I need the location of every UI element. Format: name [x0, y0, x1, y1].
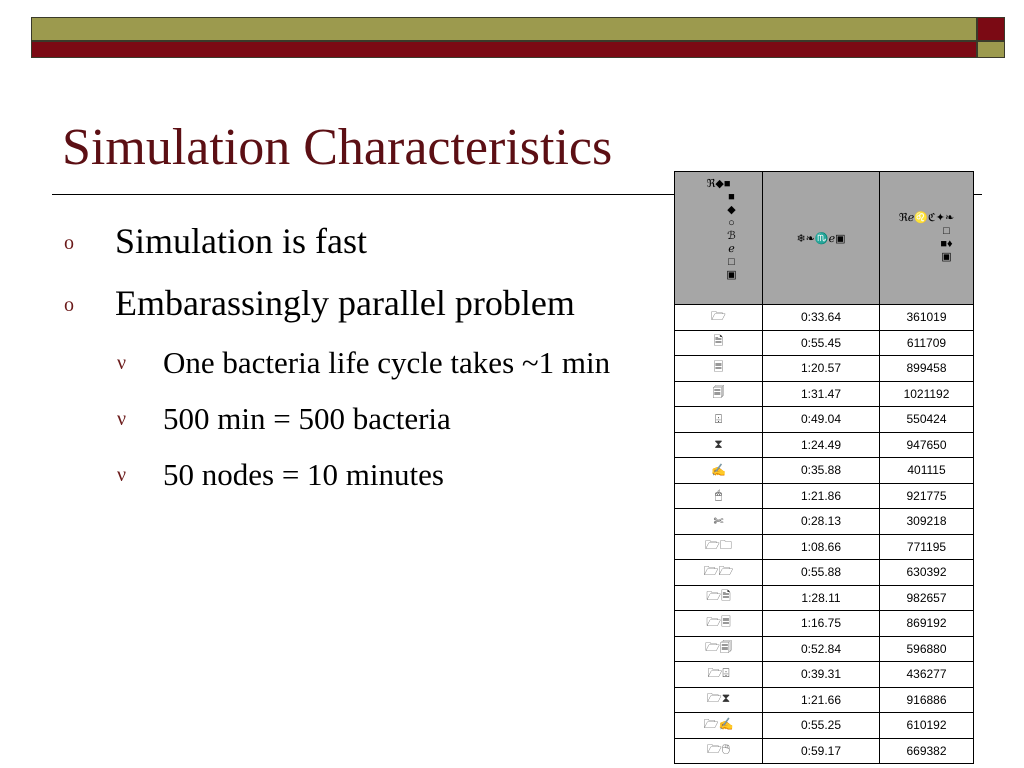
time-cell: 0:52.84 [763, 636, 880, 662]
header-glyph: ■ [728, 191, 735, 203]
header-glyph: ▣ [726, 269, 737, 281]
count-cell: 669382 [880, 738, 974, 764]
bullet-list [60, 215, 660, 507]
header-corner-maroon [977, 17, 1005, 41]
sub-bullet-text: 50 nodes = 10 minutes [163, 457, 444, 492]
count-cell: 436277 [880, 662, 974, 688]
run-icon-cell: ⧗ [675, 432, 763, 458]
header-glyph: □ [728, 256, 735, 268]
sub-bullet-marker: ν [117, 464, 127, 486]
time-cell: 1:31.47 [763, 381, 880, 407]
bullet-item [60, 277, 585, 329]
count-cell: 869192 [880, 611, 974, 637]
count-cell: 630392 [880, 560, 974, 586]
header-bar-maroon [31, 41, 977, 58]
header-glyph: ℯ [728, 243, 735, 255]
time-cell: 1:21.86 [763, 483, 880, 509]
time-cell: 0:33.64 [763, 305, 880, 331]
header-glyph: ▣ [941, 251, 952, 263]
count-cell: 899458 [880, 356, 974, 382]
header-glyph: ■♦ [940, 238, 953, 250]
table-row [675, 509, 974, 535]
bullet-marker: o [64, 294, 74, 316]
time-cell: 1:24.49 [763, 432, 880, 458]
sub-bullet-text: One bacteria life cycle takes ~1 min [163, 345, 611, 380]
run-icon-cell: 🗁 [675, 305, 763, 331]
header-run [675, 172, 763, 305]
count-cell: 921775 [880, 483, 974, 509]
count-cell: 401115 [880, 458, 974, 484]
sub-bullet-marker: ν [117, 408, 127, 430]
bullet-text: Simulation is fast [115, 221, 367, 261]
time-cell: 0:39.31 [763, 662, 880, 688]
header-glyph: ○ [728, 217, 735, 229]
header-glyph: ◆ [727, 204, 736, 216]
header-glyph: ℬ [727, 230, 736, 242]
run-icon-cell: 🗁🖱 [675, 738, 763, 764]
header-result [880, 172, 974, 305]
table-row [675, 432, 974, 458]
table-row [675, 560, 974, 586]
bullet-marker: o [64, 232, 74, 254]
count-cell: 1021192 [880, 381, 974, 407]
sub-bullet-item [60, 451, 660, 499]
count-cell: 309218 [880, 509, 974, 535]
run-icon-cell: ⌹ [675, 407, 763, 433]
table-row [675, 407, 974, 433]
run-icon-cell: 🗐 [675, 381, 763, 407]
sub-bullet-item [60, 395, 660, 443]
time-cell: 0:35.88 [763, 458, 880, 484]
count-cell: 947650 [880, 432, 974, 458]
count-cell: 550424 [880, 407, 974, 433]
run-icon-cell: 🗁🗏 [675, 611, 763, 637]
time-cell: 1:16.75 [763, 611, 880, 637]
time-cell: 1:20.57 [763, 356, 880, 382]
sub-bullet-text: 500 min = 500 bacteria [163, 401, 451, 436]
header-glyph: ℜ◆■ [706, 178, 731, 190]
sub-bullet-item [60, 339, 623, 387]
table-row [675, 713, 974, 739]
table-row [675, 636, 974, 662]
run-icon-cell: 🗁🗀 [675, 534, 763, 560]
run-icon-cell: 🗁⧗ [675, 687, 763, 713]
table-header-row [675, 172, 974, 305]
header-time: ❄❧♏ℯ▣ [763, 172, 880, 305]
sub-bullet-marker: ν [117, 352, 127, 374]
bullet-text: Embarassingly parallel problem [115, 283, 575, 323]
time-cell: 0:49.04 [763, 407, 880, 433]
run-icon-cell: ✄ [675, 509, 763, 535]
table-row [675, 687, 974, 713]
run-icon-cell: ✍ [675, 458, 763, 484]
count-cell: 771195 [880, 534, 974, 560]
slide-title: Simulation Characteristics [62, 119, 613, 176]
run-icon-cell: 🗁✍ [675, 713, 763, 739]
run-icon-cell: 🖱 [675, 483, 763, 509]
header-corner-olive [977, 41, 1005, 58]
table-row [675, 611, 974, 637]
run-icon-cell: 🗁⌹ [675, 662, 763, 688]
table-row [675, 330, 974, 356]
table-row [675, 356, 974, 382]
count-cell: 610192 [880, 713, 974, 739]
time-cell: 0:28.13 [763, 509, 880, 535]
count-cell: 982657 [880, 585, 974, 611]
run-icon-cell: 🗁🗎 [675, 585, 763, 611]
time-cell: 0:59.17 [763, 738, 880, 764]
table-row [675, 483, 974, 509]
run-icon-cell: 🗎 [675, 330, 763, 356]
count-cell: 916886 [880, 687, 974, 713]
header-glyph: □ [943, 225, 950, 237]
time-cell: 1:08.66 [763, 534, 880, 560]
table-row [675, 662, 974, 688]
count-cell: 361019 [880, 305, 974, 331]
table-row [675, 305, 974, 331]
count-cell: 611709 [880, 330, 974, 356]
time-cell: 0:55.45 [763, 330, 880, 356]
table-row [675, 585, 974, 611]
bullet-item [60, 215, 660, 267]
table-row [675, 534, 974, 560]
count-cell: 596880 [880, 636, 974, 662]
table-row [675, 738, 974, 764]
header-bar-olive [31, 17, 977, 41]
results-table [674, 171, 974, 764]
time-cell: 1:28.11 [763, 585, 880, 611]
run-icon-cell: 🗏 [675, 356, 763, 382]
table-row [675, 458, 974, 484]
time-cell: 0:55.88 [763, 560, 880, 586]
time-cell: 0:55.25 [763, 713, 880, 739]
table-row [675, 381, 974, 407]
header-glyph: ℜℯ♌ℭ✦❧ [898, 212, 955, 224]
run-icon-cell: 🗁🗐 [675, 636, 763, 662]
run-icon-cell: 🗁🗁 [675, 560, 763, 586]
time-cell: 1:21.66 [763, 687, 880, 713]
